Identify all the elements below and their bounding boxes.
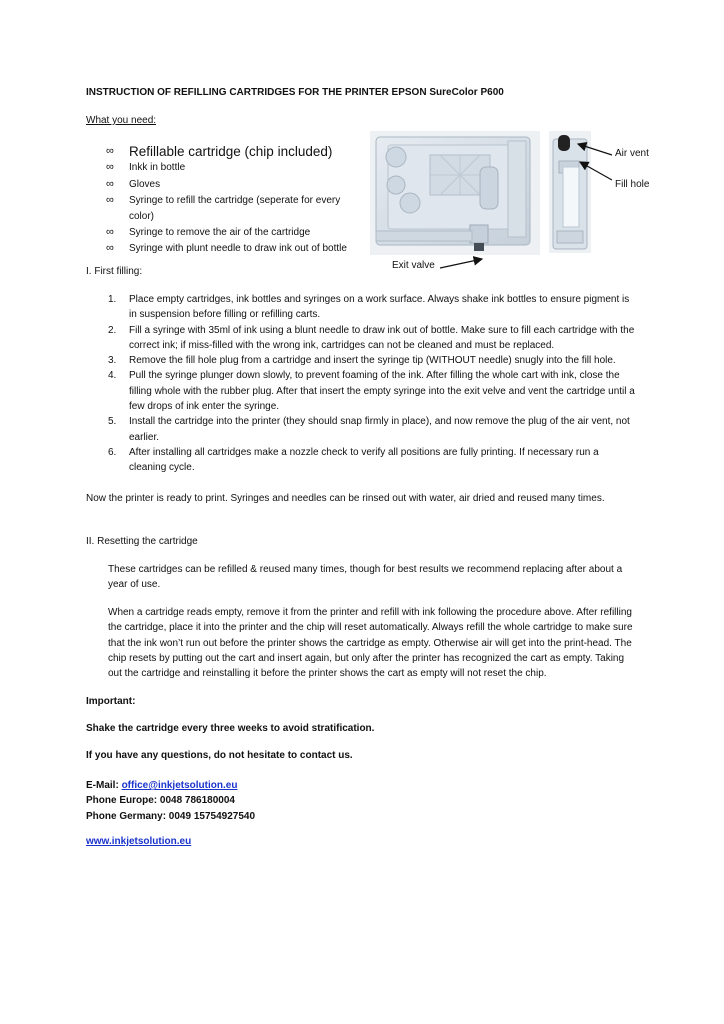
list-item: 5. Install the cartridge into the printer (they should snap firmly in place), and now remove the plug of the air vent, not earlier. — [108, 416, 630, 443]
shake-notice: Shake the cartridge every three weeks to avoid stratification. — [86, 723, 375, 734]
list-item: ∞ Syringe with plunt needle to draw ink out of bottle — [106, 241, 366, 257]
fill-hole-label: Fill hole — [615, 179, 650, 190]
list-item: ∞ Refillable cartridge (chip included) — [106, 144, 333, 159]
filling-steps-list — [106, 292, 638, 476]
infinity-bullet-icon: ∞ — [106, 145, 114, 157]
needs-list — [106, 143, 366, 256]
email-line — [86, 778, 255, 793]
list-item: 1. Place empty cartridges, ink bottles and syringes on a work surface. Always shake ink bottles to ensure pigment is in suspension before filling or refilling carts. — [108, 294, 630, 321]
list-item: ∞ Gloves — [106, 177, 366, 193]
important-heading: Important: — [86, 696, 136, 707]
list-item: ∞ Syringe to refill the cartridge (seperate for every color) — [106, 194, 341, 222]
air-vent-label: Air vent — [615, 148, 649, 159]
questions-notice: If you have any questions, do not hesitate to contact us. — [86, 750, 353, 761]
infinity-bullet-icon: ∞ — [106, 161, 114, 173]
fill-hole-arrow — [580, 162, 612, 180]
exit-valve-arrow — [440, 259, 482, 268]
list-item: ∞ Syringe to remove the air of the cartridge — [106, 225, 366, 241]
section-resetting-heading: II. Resetting the cartridge — [86, 536, 198, 547]
ready-to-print-text: Now the printer is ready to print. Syringes and needles can be rinsed out with water, air dried and reused many times. — [86, 493, 605, 504]
infinity-bullet-icon: ∞ — [106, 226, 114, 238]
callout-arrows — [430, 140, 614, 272]
phone-europe: Phone Europe: 0048 786180004 — [86, 795, 235, 807]
list-item: 6. After installing all cartridges make a nozzle check to verify all positions are fully printing. If necessary run a cleaning cycle. — [108, 446, 599, 474]
page-title: INSTRUCTION OF REFILLING CARTRIDGES FOR THE PRINTER EPSON SureColor P600 — [86, 87, 504, 98]
reset-paragraph-1: These cartridges can be refilled & reused many times, though for best results we recommend replacing after about a year of use. — [108, 564, 623, 591]
reset-paragraph-2: When a cartridge reads empty, remove it from the printer and refill with ink following the procedure above. After refilling the cartridge, place it into the printer and the chip will reset automatically. Always refill the whole cartridge to make sure that the ink won’t run out before the printer shows the cartridge as empty. Otherwise air will get into the print-head. The chip resets by putting out the cart and insert again, but only after the printer has recognized the cart as empty. Taking out the cartridge and reinstalling it before the printer shows the cart as empty will not reset the chip. — [108, 607, 633, 680]
what-you-need-heading: What you need: — [86, 115, 157, 126]
section-first-filling-heading: I. First filling: — [86, 266, 143, 277]
contact-block — [86, 778, 255, 824]
website-link[interactable]: www.inkjetsolution.eu — [86, 836, 192, 847]
air-vent-arrow — [578, 144, 612, 155]
phone-germany: Phone Germany: 0049 15754927540 — [86, 810, 255, 822]
exit-valve-label: Exit valve — [392, 260, 435, 271]
infinity-bullet-icon: ∞ — [106, 194, 114, 206]
infinity-bullet-icon: ∞ — [106, 241, 114, 254]
list-item: 4. Pull the syringe plunger down slowly, to prevent foaming of the ink. After filling the whole cart with ink, close the filling whole with the rubber plug. After that insert the empty syringe into the exit velve and vent the cartridge until a few drops of ink enter the syringe. — [108, 370, 635, 413]
email-label: E-Mail: — [86, 780, 122, 791]
email-link[interactable]: office@inkjetsolution.eu — [121, 780, 238, 791]
infinity-bullet-icon: ∞ — [106, 177, 114, 190]
list-item: 3. Remove the fill hole plug from a cartridge and insert the syringe tip (WITHOUT needle) snugly into the fill hole. — [108, 355, 616, 367]
list-item: ∞ Inkk in bottle — [106, 160, 366, 176]
list-item: 2. Fill a syringe with 35ml of ink using a blunt needle to draw ink out of bottle. Make sure to fill each cartridge with the correct ink; if miss-filled with the wrong ink, cartridges can not be cleaned and must be replaced. — [108, 324, 635, 351]
